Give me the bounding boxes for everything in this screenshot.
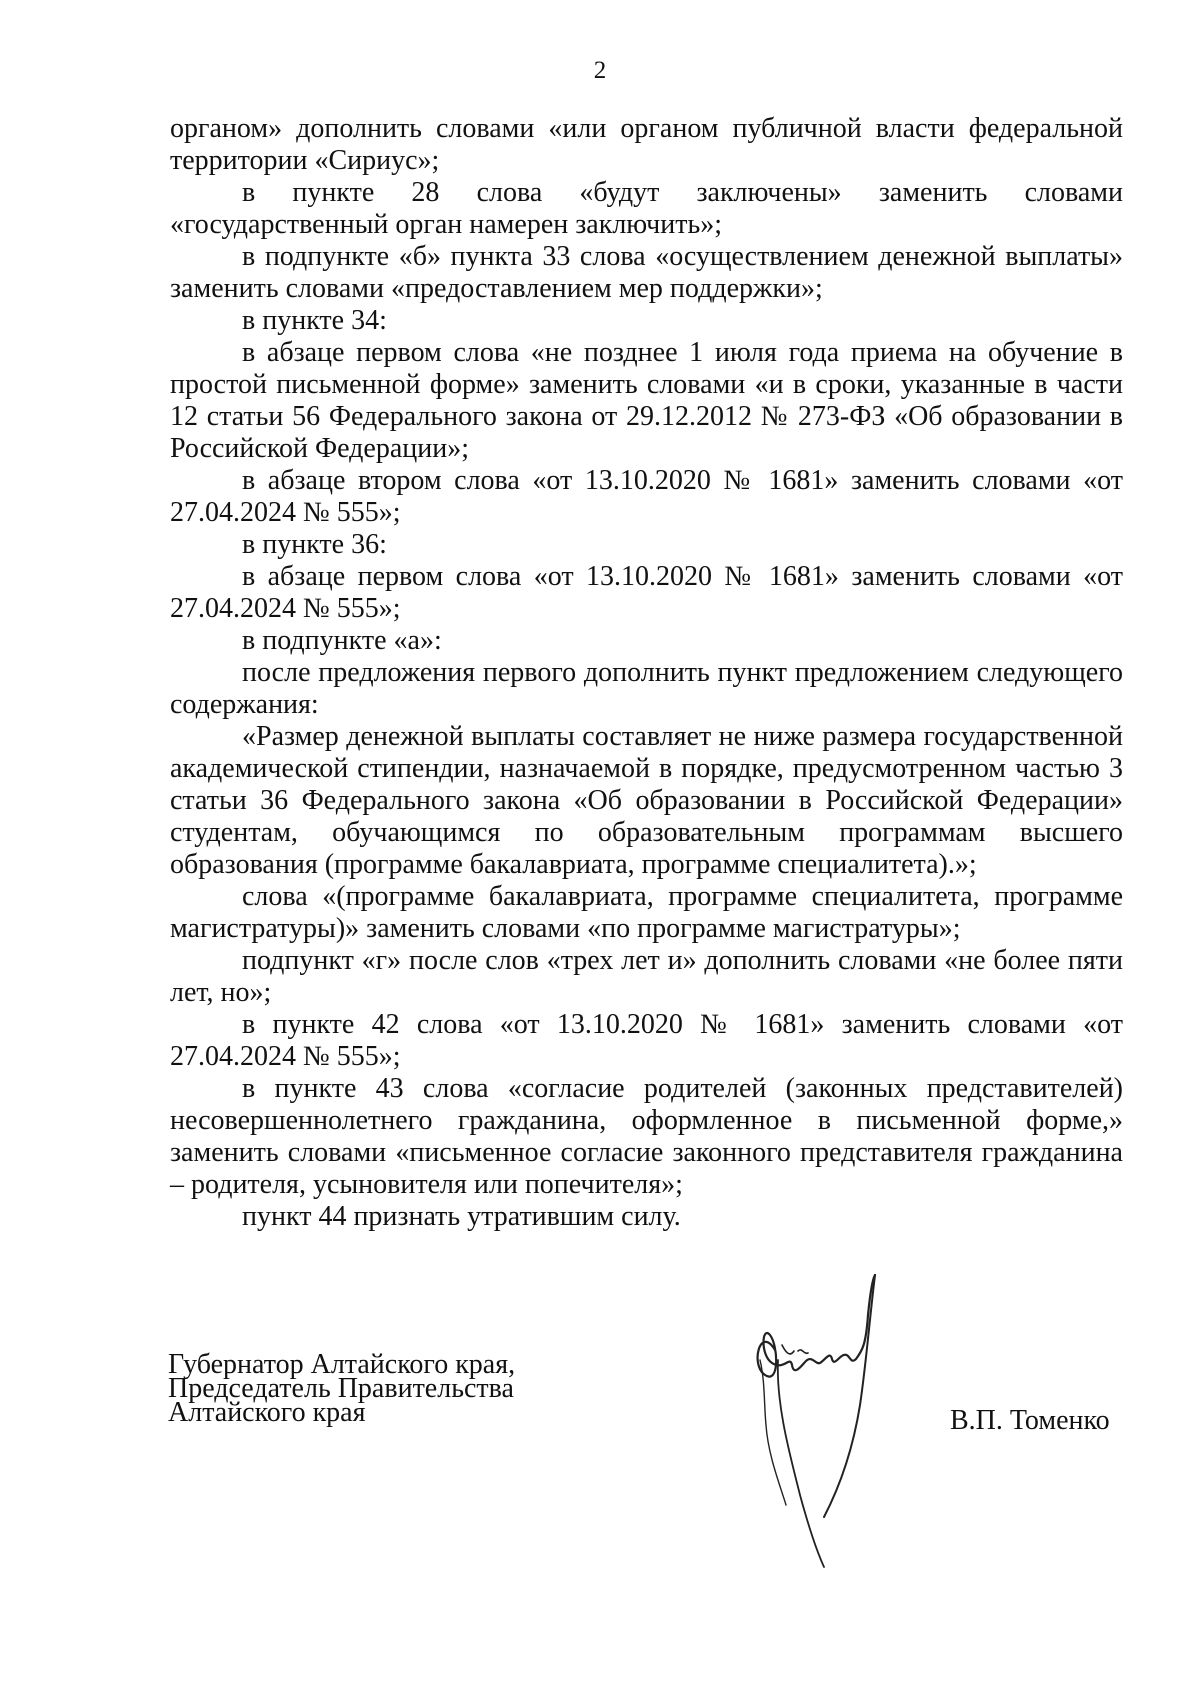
paragraph-4: в пункте 34: <box>242 305 387 336</box>
paragraph-12: слова «(программе бакалавриата, программе специалитета, программе магистратуры)» заменить словами «по программе магистратуры»; <box>170 881 1123 944</box>
paragraph-8: в абзаце первом слова «от 13.10.2020 № 1681» заменить словами «от 27.04.2024 № 555»; <box>170 561 1123 624</box>
paragraph-5: в абзаце первом слова «не позднее 1 июля года приема на обучение в простой письменной форме» заменить словами «и в сроки, указанные в части 12 статьи 56 Федерального закона от 29.12.2012 № 273-ФЗ «Об образовании в Российской Федерации»; <box>170 337 1123 464</box>
signatory-position <box>168 1349 516 1428</box>
paragraph-9: в подпункте «а»: <box>242 625 442 656</box>
paragraph-6: в абзаце втором слова «от 13.10.2020 № 1681» заменить словами «от 27.04.2024 № 555»; <box>170 465 1123 528</box>
document-body <box>170 113 1123 1233</box>
signatory-position-line-1: Губернатор Алтайского края, <box>168 1349 516 1380</box>
paragraph-13: подпункт «г» после слов «трех лет и» дополнить словами «не более пяти лет, но»; <box>170 945 1123 1008</box>
paragraph-15: в пункте 43 слова «согласие родителей (законных представителей) несовершеннолетнего гражданина, оформленное в письменной форме,» заменить словами «письменное согласие законного представителя гражданина – родителя, усыновителя или попечителя»; <box>170 1073 1123 1200</box>
paragraph-3: в подпункте «б» пункта 33 слова «осуществлением денежной выплаты» заменить словами «предоставлением мер поддержки»; <box>170 241 1123 304</box>
handwritten-signature <box>720 1255 920 1585</box>
paragraph-16: пункт 44 признать утратившим силу. <box>242 1201 681 1232</box>
paragraph-14: в пункте 42 слова «от 13.10.2020 № 1681» заменить словами «от 27.04.2024 № 555»; <box>170 1009 1123 1072</box>
paragraph-1: органом» дополнить словами «или органом публичной власти федеральной территории «Сириус»; <box>170 113 1123 176</box>
paragraph-11: «Размер денежной выплаты составляет не ниже размера государственной академической стипендии, назначаемой в порядке, предусмотренном частью 3 статьи 36 Федерального закона «Об образовании в Российской Федерации» студентам, обучающимся по образовательным программам высшего образования (программе бакалавриата, программе специалитета).»; <box>170 721 1123 880</box>
paragraph-10: после предложения первого дополнить пункт предложением следующего содержания: <box>170 657 1123 720</box>
paragraph-7: в пункте 36: <box>242 529 387 560</box>
page-number: 2 <box>593 57 607 84</box>
signatory-position-line-2: Председатель Правительства <box>168 1373 514 1404</box>
signatory-position-line-3: Алтайского края <box>168 1397 366 1428</box>
signatory-name: В.П. Томенко <box>950 1405 1110 1436</box>
paragraph-2: в пункте 28 слова «будут заключены» заменить словами «государственный орган намерен заключить»; <box>170 177 1123 240</box>
